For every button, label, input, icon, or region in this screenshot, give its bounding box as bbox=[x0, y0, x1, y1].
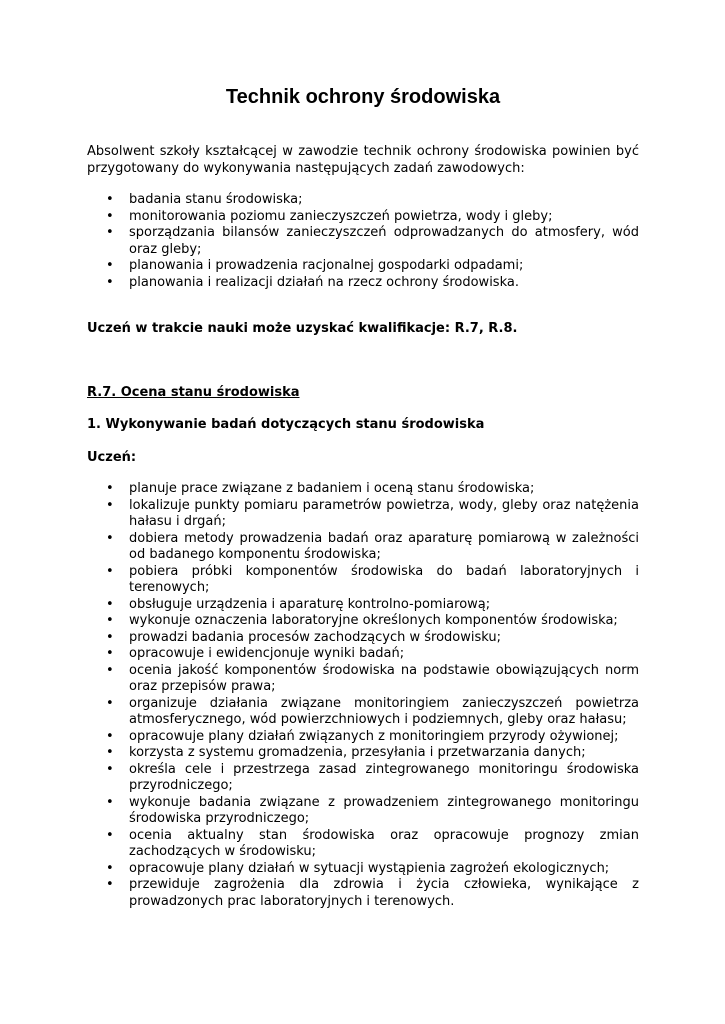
tasks-list bbox=[87, 192, 639, 291]
intro-paragraph: Absolwent szkoły kształcącej w zawodzie technik ochrony środowiska powinien być przygotowany do wykonywania następujących zadań zawodowych: bbox=[87, 144, 639, 176]
list-item: • dobiera metody prowadzenia badań oraz aparaturę pomiarową w zależności od badanego komponentu środowiska; bbox=[87, 531, 639, 564]
list-item: • opracowuje plany działań związanych z monitoringiem przyrody ożywionej; bbox=[87, 729, 639, 746]
list-item: • obsługuje urządzenia i aparaturę kontrolno-pomiarową; bbox=[87, 597, 639, 614]
subsection-heading: 1. Wykonywanie badań dotyczących stanu środowiska bbox=[87, 417, 485, 432]
list-item: • ocenia aktualny stan środowiska oraz opracowuje prognozy zmian zachodzących w środowisku; bbox=[87, 828, 639, 861]
list-item: • przewiduje zagrożenia dla zdrowia i życia człowieka, wynikające z prowadzonych prac laboratoryjnych i terenowych. bbox=[87, 877, 639, 910]
list-item: • opracowuje plany działań w sytuacji wystąpienia zagrożeń ekologicznych; bbox=[87, 861, 639, 878]
qualifications-statement: Uczeń w trakcie nauki może uzyskać kwalifikacje: R.7, R.8. bbox=[87, 321, 518, 336]
list-item: • wykonuje badania związane z prowadzeniem zintegrowanego monitoringu środowiska przyrodniczego; bbox=[87, 795, 639, 828]
section-heading: R.7. Ocena stanu środowiska bbox=[87, 385, 300, 400]
document-title: Technik ochrony środowiska bbox=[225, 86, 501, 108]
list-item: • planuje prace związane z badaniem i oceną stanu środowiska; bbox=[87, 481, 639, 498]
list-item: • organizuje działania związane monitoringiem zanieczyszczeń powietrza atmosferycznego, wód powierzchniowych i podziemnych, gleby oraz hałasu; bbox=[87, 696, 639, 729]
list-item: • prowadzi badania procesów zachodzących w środowisku; bbox=[87, 630, 639, 647]
student-label: Uczeń: bbox=[87, 450, 137, 465]
list-item: • badania stanu środowiska; bbox=[87, 192, 639, 209]
list-item: • pobiera próbki komponentów środowiska do badań laboratoryjnych i terenowych; bbox=[87, 564, 639, 597]
list-item: • korzysta z systemu gromadzenia, przesyłania i przetwarzania danych; bbox=[87, 745, 639, 762]
list-item: • planowania i realizacji działań na rzecz ochrony środowiska. bbox=[87, 275, 639, 292]
list-item: • wykonuje oznaczenia laboratoryjne określonych komponentów środowiska; bbox=[87, 613, 639, 630]
list-item: • planowania i prowadzenia racjonalnej gospodarki odpadami; bbox=[87, 258, 639, 275]
skills-list bbox=[87, 481, 639, 910]
list-item: • opracowuje i ewidencjonuje wyniki badań; bbox=[87, 646, 639, 663]
list-item: • sporządzania bilansów zanieczyszczeń odprowadzanych do atmosfery, wód oraz gleby; bbox=[87, 225, 639, 258]
list-item: • monitorowania poziomu zanieczyszczeń powietrza, wody i gleby; bbox=[87, 209, 639, 226]
list-item: • lokalizuje punkty pomiaru parametrów powietrza, wody, gleby oraz natężenia hałasu i drgań; bbox=[87, 498, 639, 531]
list-item: • ocenia jakość komponentów środowiska na podstawie obowiązujących norm oraz przepisów prawa; bbox=[87, 663, 639, 696]
list-item: • określa cele i przestrzega zasad zintegrowanego monitoringu środowiska przyrodniczego; bbox=[87, 762, 639, 795]
